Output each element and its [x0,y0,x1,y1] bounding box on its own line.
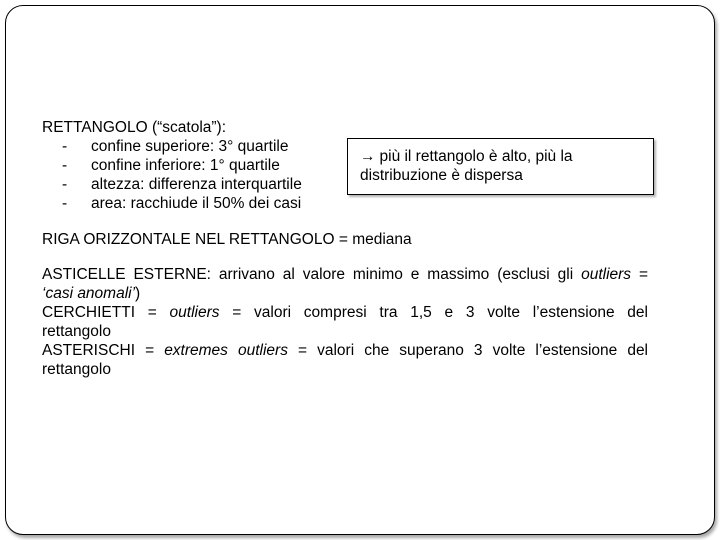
note-box [347,138,654,195]
list-item [62,156,302,175]
cerchietti-outliers: outliers [169,304,220,321]
list-item-text: altezza: differenza interquartile [91,176,302,193]
note-text-1: più il rettangolo è alto, più la [379,148,573,165]
asterischi-text: = valori che superano 3 volte l’estensione del [287,342,649,359]
asterischi-label: ASTERISCHI = [42,342,165,359]
list-item-text: area: racchiude il 50% dei casi [91,195,302,212]
note-text-2: distribuzione è dispersa [360,167,523,184]
mediana-line: RIGA ORIZZONTALE NEL RETTANGOLO = mediana [42,231,412,248]
asticelle-line-1 [42,265,648,284]
asticelle-line-2 [42,284,648,303]
cerchietti-line-1 [42,303,648,322]
asterischi-line-2: rettangolo [42,361,111,378]
asterischi-line-1 [42,341,648,360]
list-item [62,194,302,213]
asticelle-close: ) [135,285,141,302]
bullet-dash: - [62,195,68,212]
asticelle-outliers: outliers [581,266,632,283]
asticelle-equals: = [631,266,649,283]
cerchietti-line-2: rettangolo [42,323,111,340]
bullet-dash: - [62,138,68,155]
arrow-right-icon: → [360,148,376,165]
bullet-dash: - [62,176,68,193]
note-line-1 [360,147,573,166]
casi-anomali: ‘casi anomali’ [42,285,136,302]
extremes-outliers: extremes outliers [164,342,288,359]
cerchietti-label: CERCHIETTI = [42,304,170,321]
bullet-dash: - [62,157,68,174]
section-heading: RETTANGOLO (“scatola”): [42,119,227,136]
asticelle-text: ASTICELLE ESTERNE: arrivano al valore minimo e massimo (esclusi gli [42,266,582,283]
cerchietti-text: = valori compresi tra 1,5 e 3 volte l’estensione del [219,304,648,321]
list-item-text: confine superiore: 3° quartile [91,138,289,155]
bullet-list [62,137,302,213]
list-item [62,137,302,156]
list-item-text: confine inferiore: 1° quartile [91,157,280,174]
list-item [62,175,302,194]
